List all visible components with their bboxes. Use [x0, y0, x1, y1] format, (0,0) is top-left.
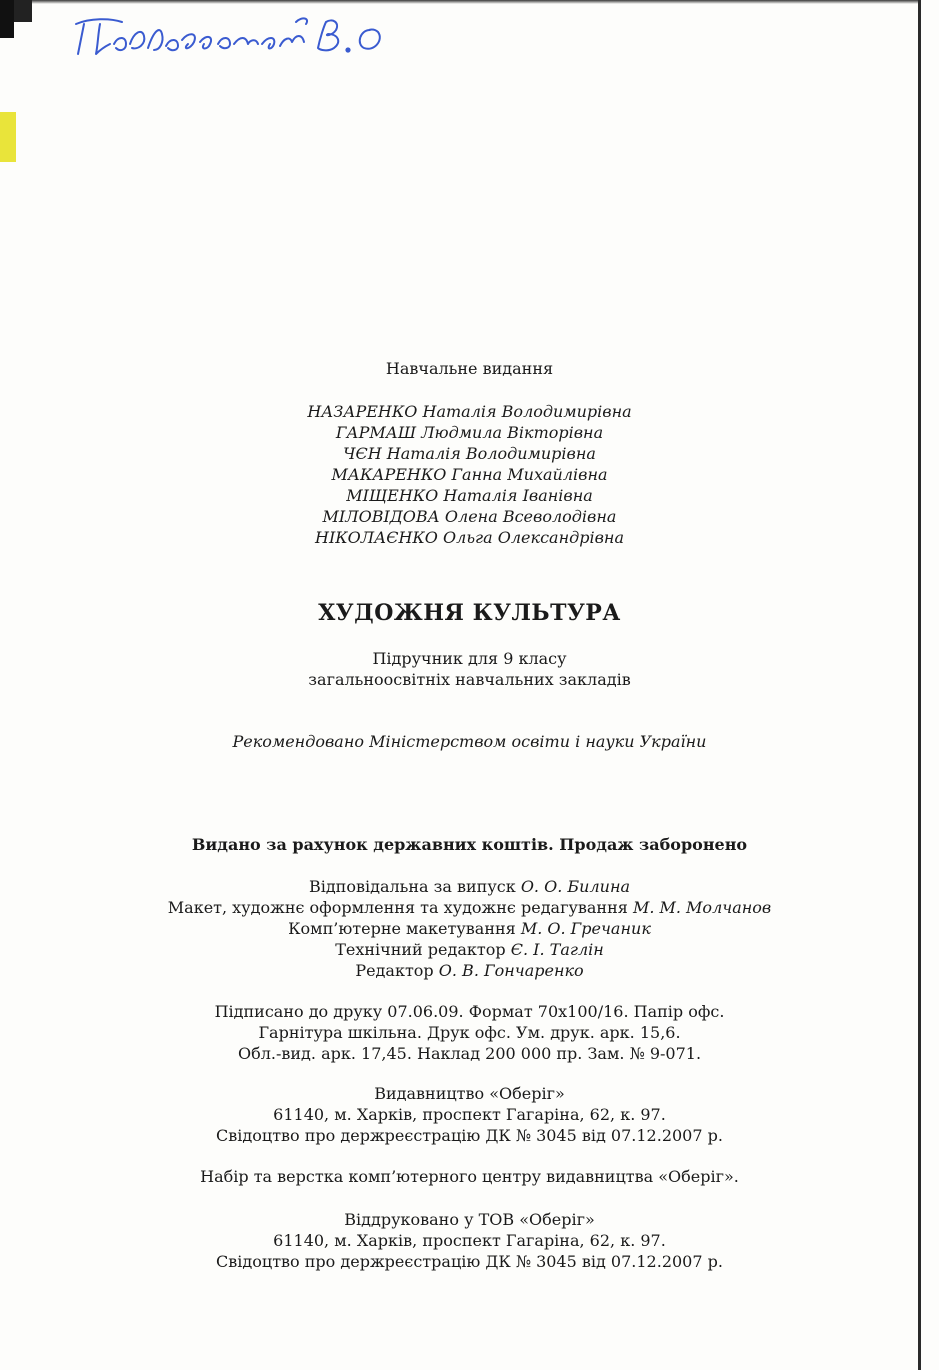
author-surname: НІКОЛАЄНКО: [314, 528, 438, 547]
author-line: [0, 527, 939, 548]
author-name: Наталія Володимирівна: [422, 402, 632, 421]
printer-line: 61140, м. Харків, проспект Гагаріна, 62, к. 97.: [273, 1231, 666, 1250]
typesetting-block: [0, 1166, 939, 1187]
publisher-line: Видавництво «Оберіг»: [374, 1084, 565, 1103]
author-name: Ольга Олександрівна: [443, 528, 624, 547]
author-surname: МІЛОВІДОВА: [322, 507, 440, 526]
publisher-block: [0, 1083, 939, 1146]
recommendation-block: [0, 731, 939, 752]
credits-block: [0, 876, 939, 981]
credit-person: О. В. Гончаренко: [438, 961, 584, 980]
credit-line: [0, 939, 939, 960]
book-title-block: [0, 600, 939, 626]
author-line: [0, 422, 939, 443]
author-line: [0, 443, 939, 464]
printer-line: Свідоцтво про держреєстрацію ДК № 3045 від 07.12.2007 р.: [216, 1252, 723, 1271]
author-line: [0, 485, 939, 506]
author-surname: ЧЄН: [343, 444, 382, 463]
author-line: [0, 506, 939, 527]
credit-line: [0, 876, 939, 897]
scan-corner-mark-secondary: [14, 0, 32, 22]
edition-type: Навчальне видання: [385, 359, 554, 378]
signature-text: Павловський В.О: [70, 10, 80, 11]
publisher-line: Свідоцтво про держреєстрацію ДК № 3045 від 07.12.2007 р.: [216, 1126, 723, 1145]
credit-line: [0, 918, 939, 939]
author-name: Олена Всеволодівна: [444, 507, 617, 526]
subtitle-block: [0, 648, 939, 690]
credit-person: О. О. Билина: [520, 877, 631, 896]
credit-person: М. М. Молчанов: [632, 898, 772, 917]
subtitle-line: загальноосвітніх навчальних закладів: [308, 670, 631, 689]
credit-role: Відповідальна за випуск: [308, 877, 516, 896]
author-surname: ГАРМАШ: [335, 423, 417, 442]
print-specs-block: [0, 1001, 939, 1064]
subtitle-line: Підручник для 9 класу: [372, 649, 567, 668]
credit-role: Комп’ютерне макетування: [288, 919, 516, 938]
edition-type-block: [0, 358, 939, 379]
print-spec-line: Підписано до друку 07.06.09. Формат 70х100/16. Папір офс.: [214, 1002, 725, 1021]
printer-line: Віддруковано у ТОВ «Оберіг»: [344, 1210, 595, 1229]
book-title: ХУДОЖНЯ КУЛЬТУРА: [318, 600, 621, 626]
author-name: Ганна Михайлівна: [451, 465, 608, 484]
scan-edge-top: [0, 0, 920, 4]
highlighter-mark: [0, 112, 16, 162]
credit-role: Редактор: [355, 961, 434, 980]
author-line: [0, 401, 939, 422]
credit-role: Макет, художнє оформлення та художнє редагування: [167, 898, 628, 917]
handwritten-signature: [70, 10, 410, 62]
recommendation: Рекомендовано Міністерством освіти і науки України: [232, 732, 707, 751]
credit-person: М. О. Гречаник: [520, 919, 651, 938]
scan-corner-mark: [0, 0, 14, 38]
author-surname: НАЗАРЕНКО: [307, 402, 418, 421]
authors-list: [0, 401, 939, 548]
funding-notice-block: [0, 834, 939, 855]
credit-role: Технічний редактор: [335, 940, 506, 959]
funding-notice: Видано за рахунок державних коштів. Продаж заборонено: [191, 835, 748, 854]
author-name: Наталія Іванівна: [443, 486, 593, 505]
author-surname: МАКАРЕНКО: [331, 465, 447, 484]
author-line: [0, 464, 939, 485]
printer-block: [0, 1209, 939, 1272]
credit-line: [0, 960, 939, 981]
author-name: Наталія Володимирівна: [386, 444, 596, 463]
author-surname: МІЩЕНКО: [346, 486, 439, 505]
credit-person: Є. І. Таглін: [510, 940, 604, 959]
typesetting: Набір та верстка комп’ютерного центру видавництва «Оберіг».: [200, 1167, 739, 1186]
publisher-line: 61140, м. Харків, проспект Гагаріна, 62, к. 97.: [273, 1105, 666, 1124]
print-spec-line: Обл.-вид. арк. 17,45. Наклад 200 000 пр. Зам. № 9-071.: [237, 1044, 702, 1063]
author-name: Людмила Вікторівна: [421, 423, 604, 442]
credit-line: [0, 897, 939, 918]
print-spec-line: Гарнітура шкільна. Друк офс. Ум. друк. арк. 15,6.: [258, 1023, 681, 1042]
